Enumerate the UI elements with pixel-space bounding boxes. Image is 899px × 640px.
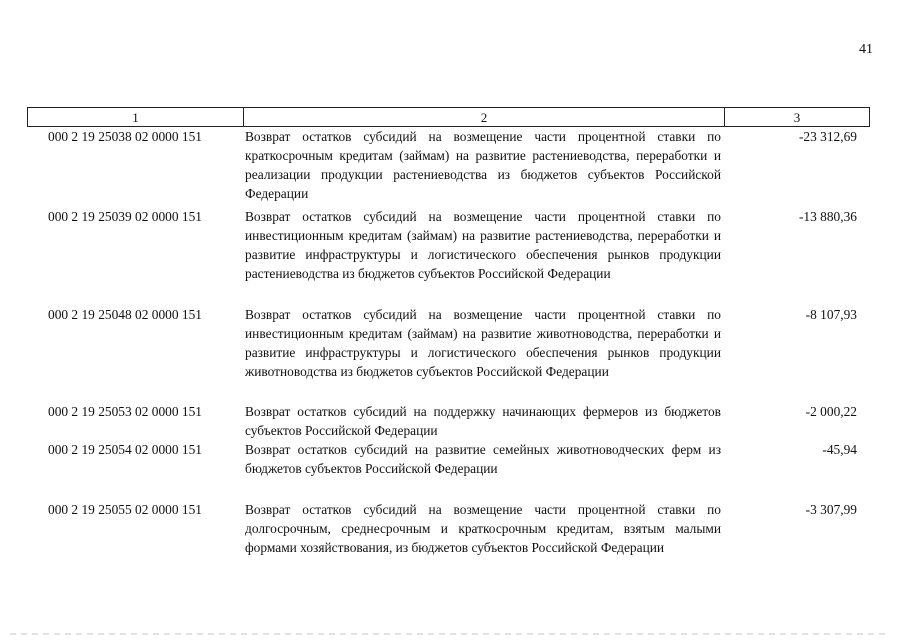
budget-code: 000 2 19 25038 02 0000 151 xyxy=(48,129,202,144)
row-amount: -45,94 xyxy=(822,442,857,457)
row-description: Возврат остатков субсидий на развитие семейных животноводческих ферм из бюджетов субъектов Российской Федерации xyxy=(245,442,721,476)
header-col-2: 2 xyxy=(244,108,725,126)
budget-code: 000 2 19 25054 02 0000 151 xyxy=(48,442,202,457)
row-amount: -23 312,69 xyxy=(798,129,857,144)
row-amount: -2 000,22 xyxy=(805,404,857,419)
budget-code: 000 2 19 25055 02 0000 151 xyxy=(48,502,202,517)
budget-code: 000 2 19 25039 02 0000 151 xyxy=(48,209,202,224)
row-amount: -8 107,93 xyxy=(805,307,857,322)
row-amount: -13 880,36 xyxy=(798,209,857,224)
row-description: Возврат остатков субсидий на возмещение части процентной ставки по краткосрочным кредитам (займам) на развитие растениеводства, переработки и реализации продукции растениеводства из бюджетов субъектов Российской Федерации xyxy=(245,129,721,201)
scan-edge-artifact xyxy=(10,633,889,635)
table-header xyxy=(27,107,870,127)
row-description: Возврат остатков субсидий на возмещение части процентной ставки по инвестиционным кредитам (займам) на развитие растениеводства, переработки и развитие инфраструктуры и логистического обеспечения рынков продукции растениеводства из бюджетов субъектов Российской Федерации xyxy=(245,209,721,281)
budget-code: 000 2 19 25053 02 0000 151 xyxy=(48,404,202,419)
row-description: Возврат остатков субсидий на поддержку начинающих фермеров из бюджетов субъектов Российской Федерации xyxy=(245,404,721,438)
budget-code: 000 2 19 25048 02 0000 151 xyxy=(48,307,202,322)
row-amount: -3 307,99 xyxy=(805,502,857,517)
row-description: Возврат остатков субсидий на возмещение части процентной ставки по долгосрочным, среднесрочным и краткосрочным кредитам, взятым малыми формами хозяйствования, из бюджетов субъектов Российской Федерации xyxy=(245,502,721,555)
header-col-3: 3 xyxy=(793,110,801,125)
page-number: 41 xyxy=(859,42,873,57)
header-col-1: 1 xyxy=(28,108,244,126)
row-description: Возврат остатков субсидий на возмещение части процентной ставки по инвестиционным кредитам (займам) на развитие животноводства, переработки и развитие инфраструктуры и логистического обеспечения рынков продукции животноводства из бюджетов субъектов Российской Федерации xyxy=(245,307,721,379)
